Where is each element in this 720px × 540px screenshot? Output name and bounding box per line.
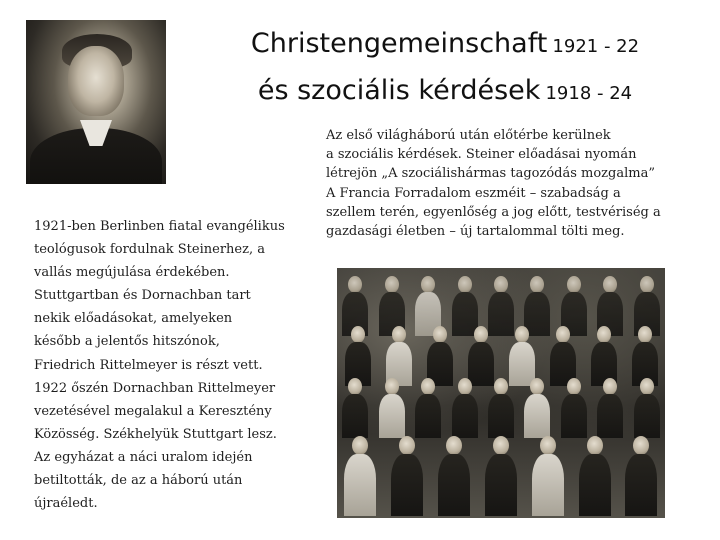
group-photo-row <box>337 378 665 438</box>
person-figure <box>452 378 478 438</box>
person-figure <box>561 378 587 438</box>
title-line-2-main: és szociális kérdések <box>257 75 541 106</box>
person-figure <box>532 436 564 516</box>
person-figure <box>485 436 517 516</box>
person-figure <box>468 326 494 386</box>
person-figure <box>632 326 658 386</box>
person-figure <box>591 326 617 386</box>
title-line-2-years: 1918 - 24 <box>545 83 633 104</box>
person-figure <box>391 436 423 516</box>
person-figure <box>488 378 514 438</box>
person-figure <box>344 436 376 516</box>
person-figure <box>597 378 623 438</box>
person-figure <box>427 326 453 386</box>
person-figure <box>579 436 611 516</box>
social-question-paragraph: Az első világháború után előtérbe kerülnek a szociális kérdések. Steiner előadásai nyomán létrejön „A szociálishármas tagozódás mozgalma” A Francia Forradalom eszméit – szabadság a szellem terén, egyenlőség a jog előtt, testvériség a gazdasági életben – új tartalommal tölti meg. <box>326 128 661 240</box>
title-line-1-years: 1921 - 22 <box>552 36 640 57</box>
person-figure <box>438 436 470 516</box>
person-figure <box>415 378 441 438</box>
group-photo-row <box>337 326 665 386</box>
christengemeinschaft-paragraph: 1921-ben Berlinben fiatal evangélikus teológusok fordulnak Steinerhez, a vallás megújulása érdekében. Stuttgartban és Dornachban tart nekik előadásokat, amelyeken később a jelentős hitszónok, Friedrich Rittelmeyer is részt vett. 1922 őszén Dornachban Rittelmeyer vezetésével megalakul a Keresztény Közösség. Székhelyük Stuttgart lesz. Az egyházat a náci uralom idején betiltották, de az a háború után újraéledt. <box>34 219 285 512</box>
title-line-1-main: Christengemeinschaft <box>250 28 548 59</box>
group-photo <box>337 268 665 518</box>
portrait-face <box>68 46 124 116</box>
person-figure <box>379 378 405 438</box>
person-figure <box>625 436 657 516</box>
group-photo-row <box>337 436 665 516</box>
title-line-1 <box>210 22 680 69</box>
person-figure <box>509 326 535 386</box>
person-figure <box>386 326 412 386</box>
person-figure <box>634 378 660 438</box>
slide-title <box>210 22 680 116</box>
portrait-photo <box>26 20 166 184</box>
person-figure <box>550 326 576 386</box>
person-figure <box>524 378 550 438</box>
title-line-2 <box>210 69 680 116</box>
person-figure <box>342 378 368 438</box>
person-figure <box>345 326 371 386</box>
